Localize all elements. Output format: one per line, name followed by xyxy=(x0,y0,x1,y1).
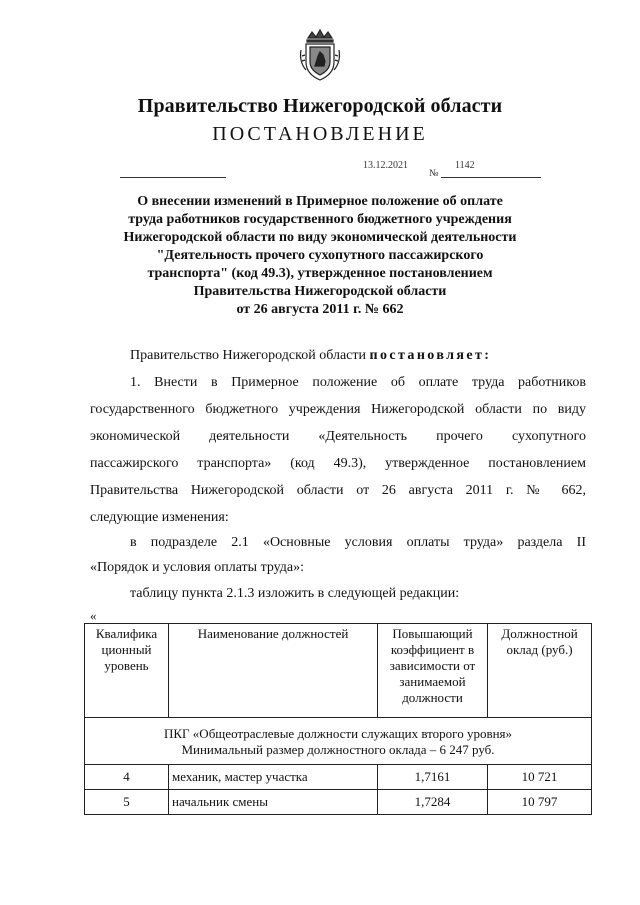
item1-line: экономической деятельности «Деятельность прочего сухопутного xyxy=(90,429,586,444)
government-title: Правительство Нижегородской области xyxy=(137,95,503,117)
subject-line: "Деятельность прочего сухопутного пассажирского xyxy=(156,248,484,263)
header-position-name: Наименование должностей xyxy=(169,624,378,718)
salary-table xyxy=(84,623,592,815)
table-group-row xyxy=(85,718,592,765)
intro-resolves: постановляет: xyxy=(369,348,492,363)
blank-line-left xyxy=(120,177,226,178)
cell-position: начальник смены xyxy=(169,790,378,815)
cell-coefficient: 1,7284 xyxy=(378,790,488,815)
document-subject xyxy=(100,193,540,319)
cell-level: 5 xyxy=(85,790,169,815)
subsection-line: в подразделе 2.1 «Основные условия оплаты труда» раздела II xyxy=(130,535,586,550)
cell-level: 4 xyxy=(85,765,169,790)
intro-paragraph xyxy=(130,348,491,364)
subject-line: транспорта" (код 49.3), утвержденное постановлением xyxy=(147,266,493,281)
document-date: 13.12.2021 xyxy=(363,160,408,171)
subject-line: труда работников государственного бюджетного учреждения xyxy=(128,212,512,227)
header-coefficient: Повышающий коэффициент в зависимости от занимаемой должности xyxy=(378,624,488,718)
cell-salary: 10 797 xyxy=(488,790,592,815)
coat-of-arms-icon xyxy=(298,28,342,82)
intro-prefix: Правительство Нижегородской области xyxy=(130,348,366,363)
number-underline xyxy=(441,177,541,178)
item1-line-last: следующие изменения: xyxy=(90,510,229,525)
subject-line: Нижегородской области по виду экономической деятельности xyxy=(123,230,517,245)
subject-line: Правительства Нижегородской области xyxy=(193,284,447,299)
header-qualification-level: Квалифика ционный уровень xyxy=(85,624,169,718)
group-title: ПКГ «Общеотраслевые должности служащих второго уровня» xyxy=(163,726,513,741)
table-row xyxy=(85,765,592,790)
item1-line: государственного бюджетного учреждения Нижегородской области по виду xyxy=(90,402,586,417)
table-row xyxy=(85,790,592,815)
subject-line: О внесении изменений в Примерное положение об оплате xyxy=(137,194,503,209)
subsection-line-last: «Порядок и условия оплаты труда»: xyxy=(90,560,305,575)
table-intro: таблицу пункта 2.1.3 изложить в следующей редакции: xyxy=(130,586,460,601)
number-sign: № xyxy=(429,168,439,179)
cell-coefficient: 1,7161 xyxy=(378,765,488,790)
subject-line: от 26 августа 2011 г. № 662 xyxy=(236,302,404,317)
cell-position: механик, мастер участка xyxy=(169,765,378,790)
opening-quote: « xyxy=(90,608,97,623)
document-number: 1142 xyxy=(455,160,475,171)
group-title-cell xyxy=(85,718,592,765)
document-type: ПОСТАНОВЛЕНИЕ xyxy=(212,123,428,145)
item1-line: 1. Внести в Примерное положение об оплате труда работников xyxy=(130,375,586,390)
cell-salary: 10 721 xyxy=(488,765,592,790)
table-header-row xyxy=(85,624,592,718)
header-salary: Должностной оклад (руб.) xyxy=(488,624,592,718)
item1-line: Правительства Нижегородской области от 26 августа 2011 г. № 662, xyxy=(90,483,586,498)
group-min-salary: Минимальный размер должностного оклада – 6 247 руб. xyxy=(181,742,495,757)
item1-line: пассажирского транспорта» (код 49.3), утвержденное постановлением xyxy=(90,456,586,471)
